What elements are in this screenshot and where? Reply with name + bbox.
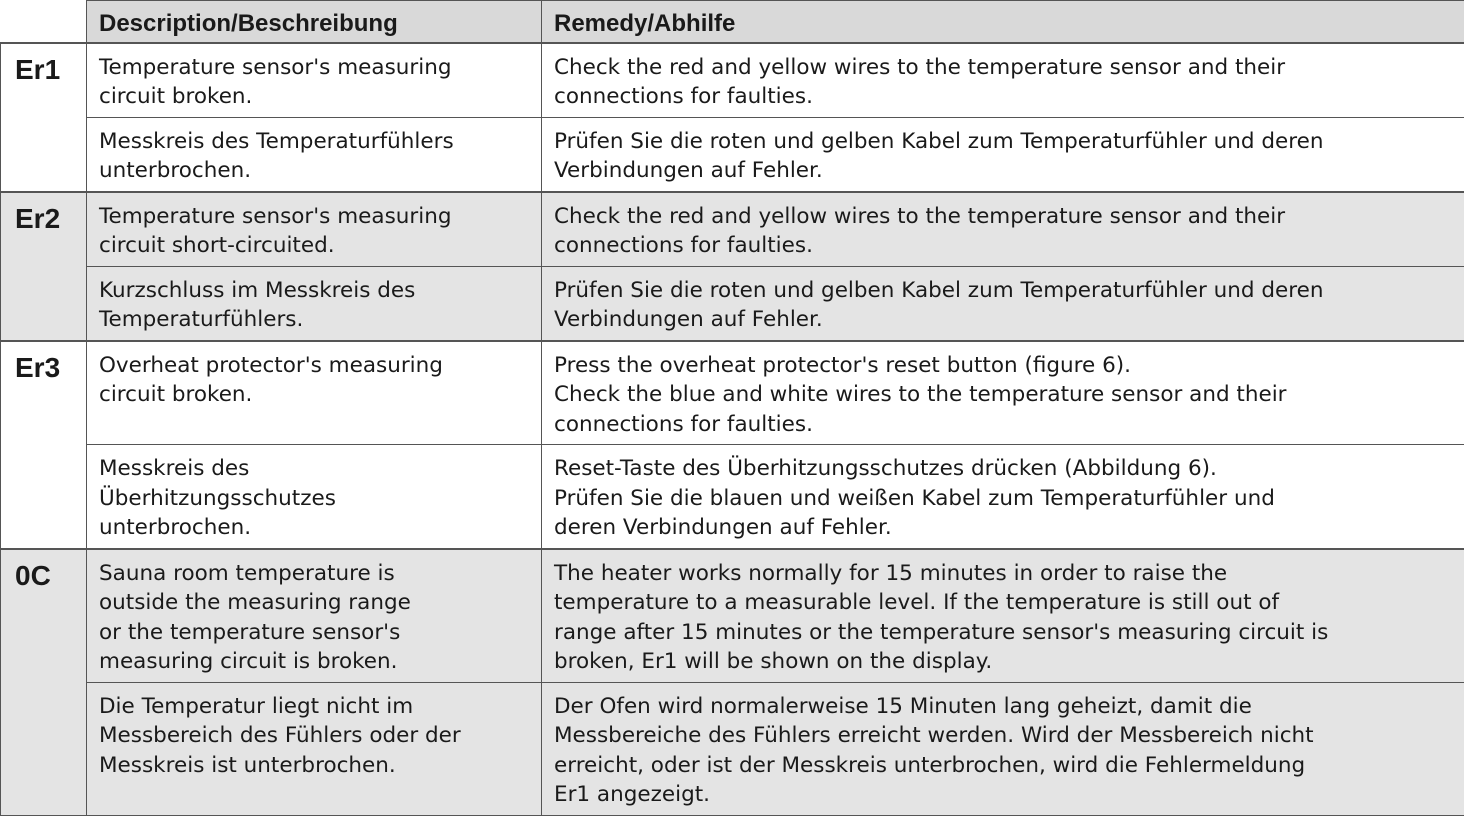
text-line: outside the measuring range xyxy=(99,588,529,618)
text-line: circuit broken. xyxy=(99,82,529,112)
remedy-de xyxy=(542,117,1464,192)
error-code-er1: Er1 xyxy=(1,43,87,192)
text-line: Messbereich des Fühlers oder der xyxy=(99,721,529,751)
description-de xyxy=(87,117,542,192)
remedy-en xyxy=(542,341,1464,445)
remedy-en xyxy=(542,549,1464,683)
table-row-0c-en xyxy=(1,549,1464,683)
error-code-0c: 0C xyxy=(1,549,87,816)
text-line: Die Temperatur liegt nicht im xyxy=(99,692,529,722)
table-row-er3-en xyxy=(1,341,1464,445)
text-line: Prüfen Sie die blauen und weißen Kabel zum Temperaturfühler und xyxy=(554,484,1452,514)
text-line: Check the red and yellow wires to the temperature sensor and their xyxy=(554,202,1452,232)
text-line: temperature to a measurable level. If the temperature is still out of xyxy=(554,588,1452,618)
description-en xyxy=(87,549,542,683)
table-row-er1-de xyxy=(1,117,1464,192)
text-line: Messbereiche des Fühlers erreicht werden. Wird der Messbereich nicht xyxy=(554,721,1452,751)
text-line: Temperature sensor's measuring xyxy=(99,202,529,232)
text-line: The heater works normally for 15 minutes in order to raise the xyxy=(554,559,1452,589)
table-row-0c-de xyxy=(1,682,1464,815)
text-line: connections for faulties. xyxy=(554,231,1452,261)
text-line: unterbrochen. xyxy=(99,513,529,543)
remedy-en xyxy=(542,43,1464,118)
text-line: Prüfen Sie die roten und gelben Kabel zum Temperaturfühler und deren xyxy=(554,127,1452,157)
text-line: broken, Er1 will be shown on the display. xyxy=(554,647,1452,677)
header-description: Description/Beschreibung xyxy=(87,1,542,43)
table-row-er2-en xyxy=(1,192,1464,267)
text-line: Overheat protector's measuring xyxy=(99,351,529,381)
description-de xyxy=(87,266,542,341)
text-line: Kurzschluss im Messkreis des xyxy=(99,276,529,306)
remedy-de xyxy=(542,445,1464,549)
remedy-en xyxy=(542,192,1464,267)
error-code-er3: Er3 xyxy=(1,341,87,549)
text-line: Sauna room temperature is xyxy=(99,559,529,589)
description-en xyxy=(87,341,542,445)
text-line: Der Ofen wird normalerweise 15 Minuten lang geheizt, damit die xyxy=(554,692,1452,722)
description-de xyxy=(87,682,542,815)
text-line: range after 15 minutes or the temperature sensor's measuring circuit is xyxy=(554,618,1452,648)
text-line: Reset-Taste des Überhitzungsschutzes drücken (Abbildung 6). xyxy=(554,454,1452,484)
text-line: Check the red and yellow wires to the temperature sensor and their xyxy=(554,53,1452,83)
text-line: deren Verbindungen auf Fehler. xyxy=(554,513,1452,543)
header-remedy: Remedy/Abhilfe xyxy=(542,1,1464,43)
text-line: connections for faulties. xyxy=(554,82,1452,112)
description-en xyxy=(87,43,542,118)
text-line: or the temperature sensor's xyxy=(99,618,529,648)
header-code-cell xyxy=(1,1,87,43)
text-line: Messkreis ist unterbrochen. xyxy=(99,751,529,781)
text-line: measuring circuit is broken. xyxy=(99,647,529,677)
text-line: connections for faulties. xyxy=(554,410,1452,440)
text-line: Messkreis des xyxy=(99,454,529,484)
text-line: circuit broken. xyxy=(99,380,529,410)
description-en xyxy=(87,192,542,267)
description-de xyxy=(87,445,542,549)
text-line: Prüfen Sie die roten und gelben Kabel zum Temperaturfühler und deren xyxy=(554,276,1452,306)
text-line: Überhitzungsschutzes xyxy=(99,484,529,514)
remedy-de xyxy=(542,682,1464,815)
table-row-er1-en xyxy=(1,43,1464,118)
remedy-de xyxy=(542,266,1464,341)
text-line: Messkreis des Temperaturfühlers xyxy=(99,127,529,157)
text-line: Temperature sensor's measuring xyxy=(99,53,529,83)
text-line: Temperaturfühlers. xyxy=(99,305,529,335)
text-line: Verbindungen auf Fehler. xyxy=(554,305,1452,335)
header-row xyxy=(1,1,1464,43)
text-line: Er1 angezeigt. xyxy=(554,780,1452,810)
text-line: Press the overheat protector's reset button (figure 6). xyxy=(554,351,1452,381)
text-line: erreicht, oder ist der Messkreis unterbrochen, wird die Fehlermeldung xyxy=(554,751,1452,781)
error-code-er2: Er2 xyxy=(1,192,87,341)
text-line: circuit short-circuited. xyxy=(99,231,529,261)
text-line: Verbindungen auf Fehler. xyxy=(554,156,1452,186)
table-row-er3-de xyxy=(1,445,1464,549)
text-line: unterbrochen. xyxy=(99,156,529,186)
text-line: Check the blue and white wires to the temperature sensor and their xyxy=(554,380,1452,410)
table-row-er2-de xyxy=(1,266,1464,341)
